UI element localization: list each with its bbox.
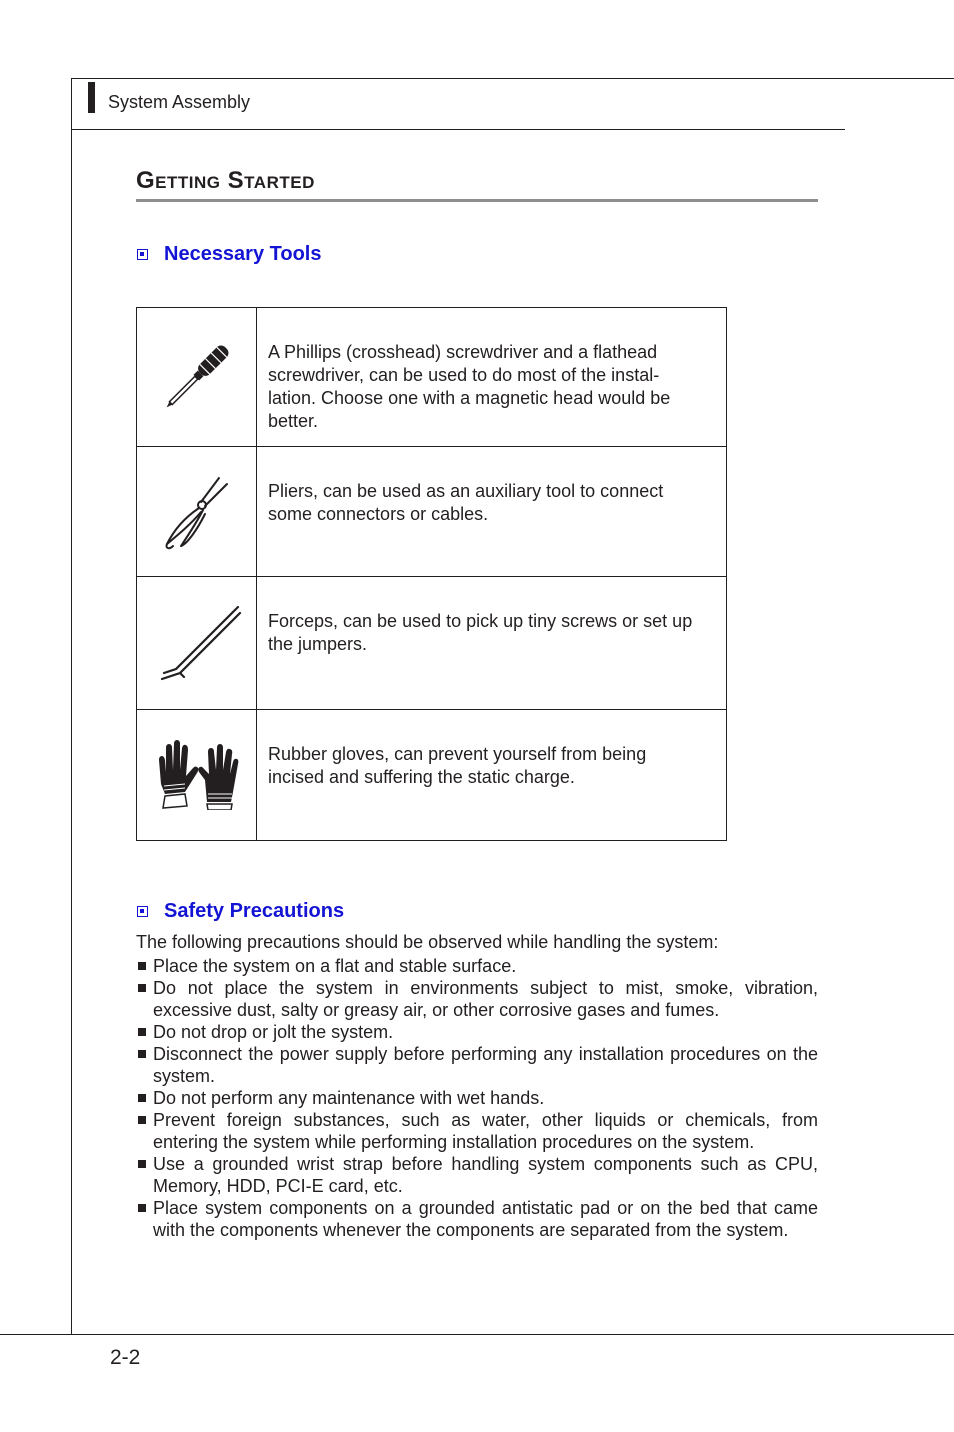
tool-row-gloves <box>137 710 726 840</box>
list-item: Place the system on a flat and stable surface. <box>136 955 818 977</box>
square-bullet-icon <box>137 249 148 260</box>
frame-left-line <box>71 78 72 1335</box>
tool-description: A Phillips (crosshead) screwdriver and a flathead screwdriver, can be used to do most of the instal-lation. Choose one with a magnetic head would be better. <box>268 342 671 431</box>
list-item: Use a grounded wrist strap before handling system components such as CPU, Memory, HDD, PCI-E card, etc. <box>136 1153 818 1197</box>
tool-row-pliers <box>137 447 726 577</box>
gloves-icon <box>155 740 239 810</box>
pliers-icon <box>157 472 237 552</box>
precautions-list <box>136 955 818 1241</box>
screwdriver-icon <box>152 332 242 422</box>
tool-row-screwdriver <box>137 308 726 447</box>
tool-description: Pliers, can be used as an auxiliary tool to connect some connectors or cables. <box>268 481 664 524</box>
header-marker <box>88 82 95 113</box>
section-rule <box>136 199 818 202</box>
footer-rule <box>0 1334 954 1335</box>
tool-icon-cell <box>137 577 257 709</box>
safety-intro: The following precautions should be observed while handling the system: <box>136 932 719 952</box>
frame-top-line <box>72 78 954 79</box>
tool-description: Rubber gloves, can prevent yourself from being incised and suffering the static charge. <box>268 744 647 787</box>
running-header-title: System Assembly <box>108 92 251 112</box>
list-item: Do not perform any maintenance with wet hands. <box>136 1087 818 1109</box>
necessary-tools-heading-label: Necessary Tools <box>164 243 322 265</box>
tools-table <box>136 307 727 841</box>
tool-icon-cell <box>137 447 257 576</box>
tool-icon-cell <box>137 710 257 840</box>
tool-row-forceps <box>137 577 726 710</box>
section-title: Getting Started <box>136 167 315 194</box>
square-bullet-icon <box>137 906 148 917</box>
safety-precautions-heading <box>137 899 344 923</box>
list-item: Do not place the system in environments subject to mist, smoke, vibration, excessive dust, salty or greasy air, or other corrosive gases and fumes. <box>136 977 818 1021</box>
tool-description: Forceps, can be used to pick up tiny screws or set up the jumpers. <box>268 611 693 654</box>
header-rule <box>72 129 845 130</box>
list-item: Place system components on a grounded antistatic pad or on the bed that came with the components whenever the components are separated from the system. <box>136 1197 818 1241</box>
forceps-icon <box>152 603 242 683</box>
necessary-tools-heading <box>137 242 322 266</box>
page-number: 2-2 <box>110 1346 141 1369</box>
list-item: Disconnect the power supply before performing any installation procedures on the system. <box>136 1043 818 1087</box>
list-item: Prevent foreign substances, such as water, other liquids or chemicals, from entering the system while performing installation procedures on the system. <box>136 1109 818 1153</box>
tool-icon-cell <box>137 308 257 446</box>
list-item: Do not drop or jolt the system. <box>136 1021 818 1043</box>
safety-precautions-heading-label: Safety Precautions <box>164 900 345 922</box>
